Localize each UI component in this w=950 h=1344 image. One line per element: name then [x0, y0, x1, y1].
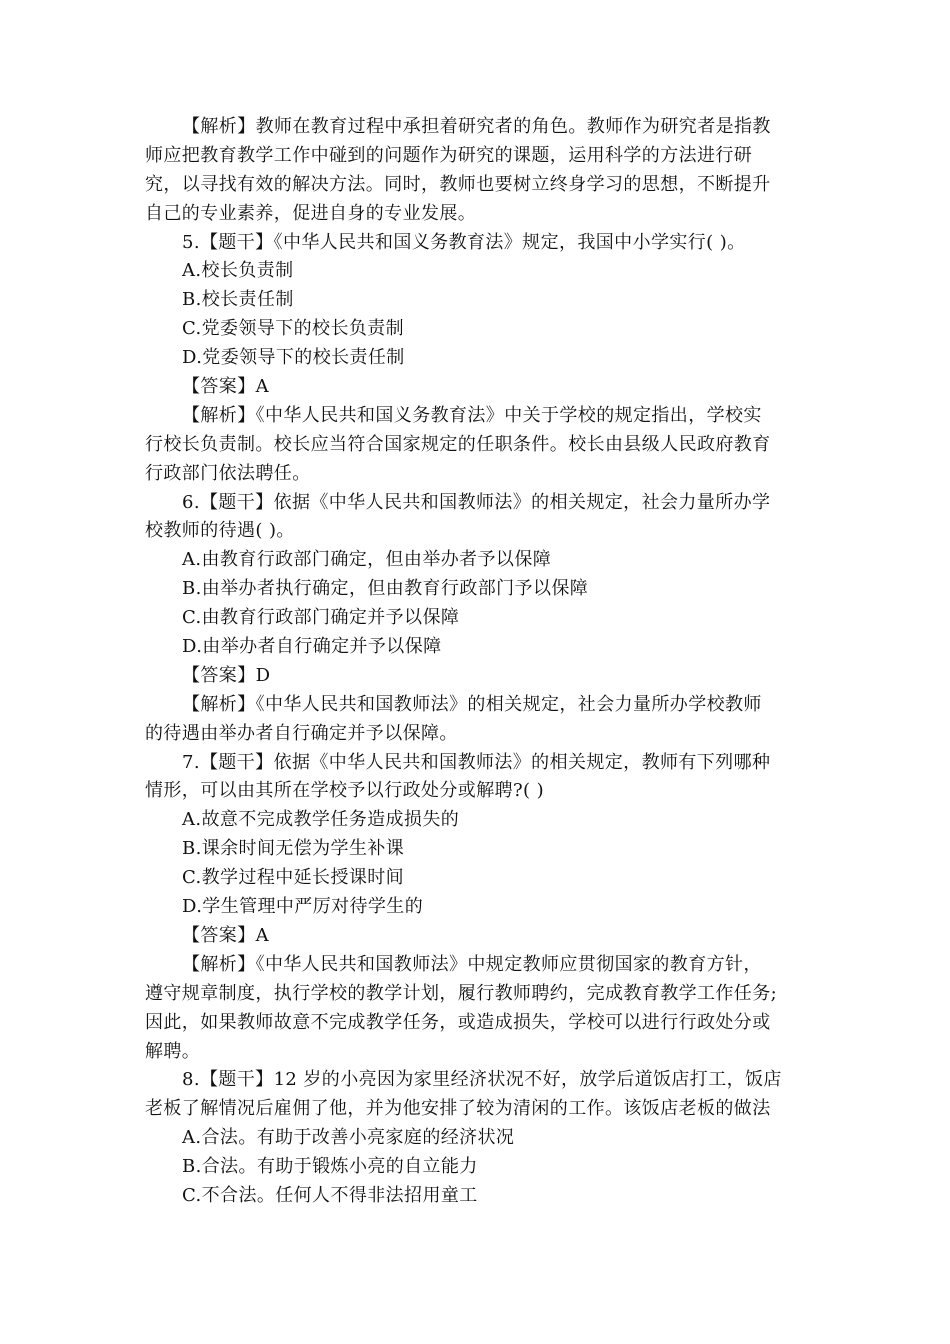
text-line: B.课余时间无偿为学生补课: [182, 838, 405, 860]
text-line: 8.【题干】12 岁的小亮因为家里经济状况不好，放学后道饭店打工，饭店: [182, 1069, 782, 1091]
text-line: 校教师的待遇( )。: [145, 520, 295, 542]
text-line: 【答案】A: [182, 376, 269, 398]
text-line: B.由举办者执行确定，但由教育行政部门予以保障: [182, 578, 589, 600]
text-line: B.合法。有助于锻炼小亮的自立能力: [182, 1156, 478, 1178]
text-line: D.由举办者自行确定并予以保障: [182, 636, 442, 658]
text-line: 7.【题干】依据《中华人民共和国教师法》的相关规定，教师有下列哪种: [182, 751, 771, 773]
text-line: 师应把教育教学工作中碰到的问题作为研究的课题，运用科学的方法进行研: [145, 144, 753, 166]
document-page: [145, 113, 807, 1211]
text-line: D.党委领导下的校长责任制: [182, 347, 405, 369]
text-line: A.由教育行政部门确定，但由举办者予以保障: [182, 549, 552, 571]
text-line: B.校长责任制: [182, 289, 294, 311]
text-line: 的待遇由举办者自行确定并予以保障。: [145, 722, 458, 744]
text-line: 究，以寻找有效的解决方法。同时，教师也要树立终身学习的思想，不断提升: [145, 173, 771, 195]
text-line: 【解析】《中华人民共和国教师法》的相关规定，社会力量所办学校教师: [182, 693, 762, 715]
text-line: A.校长负责制: [182, 260, 294, 282]
text-line: 行校长负责制。校长应当符合国家规定的任职条件。校长由县级人民政府教育: [145, 433, 771, 455]
text-line: 情形，可以由其所在学校予以行政处分或解聘?( ): [145, 780, 545, 802]
text-line: 5.【题干】《中华人民共和国义务教育法》规定，我国中小学实行( )。: [182, 231, 746, 253]
text-line: C.不合法。任何人不得非法招用童工: [182, 1184, 478, 1206]
text-line: 解聘。: [145, 1040, 201, 1062]
text-line: 【答案】A: [182, 924, 269, 946]
text-line: C.教学过程中延长授课时间: [182, 867, 405, 889]
text-line: 自己的专业素养，促进自身的专业发展。: [145, 202, 477, 224]
text-line: 遵守规章制度，执行学校的教学计划，履行教师聘约，完成教育教学工作任务;: [145, 982, 778, 1004]
text-line: 【答案】D: [182, 664, 271, 686]
text-line: C.由教育行政部门确定并予以保障: [182, 607, 460, 629]
text-line: 6.【题干】依据《中华人民共和国教师法》的相关规定，社会力量所办学: [182, 491, 771, 513]
text-line: 【解析】教师在教育过程中承担着研究者的角色。教师作为研究者是指教: [182, 116, 771, 137]
text-line: A.合法。有助于改善小亮家庭的经济状况: [182, 1127, 515, 1149]
text-line: D.学生管理中严厉对待学生的: [182, 896, 424, 918]
text-line: A.故意不完成教学任务造成损失的: [182, 809, 460, 831]
text-line: C.党委领导下的校长负责制: [182, 318, 405, 340]
text-line: 【解析】《中华人民共和国教师法》中规定教师应贯彻国家的教育方针，: [182, 953, 762, 975]
text-line: 因此，如果教师故意不完成教学任务，或造成损失，学校可以进行行政处分或: [145, 1011, 771, 1033]
text-line: 老板了解情况后雇佣了他，并为他安排了较为清闲的工作。该饭店老板的做法: [145, 1098, 771, 1120]
text-line: 行政部门依法聘任。: [145, 462, 311, 484]
text-line: 【解析】《中华人民共和国义务教育法》中关于学校的规定指出，学校实: [182, 404, 762, 426]
